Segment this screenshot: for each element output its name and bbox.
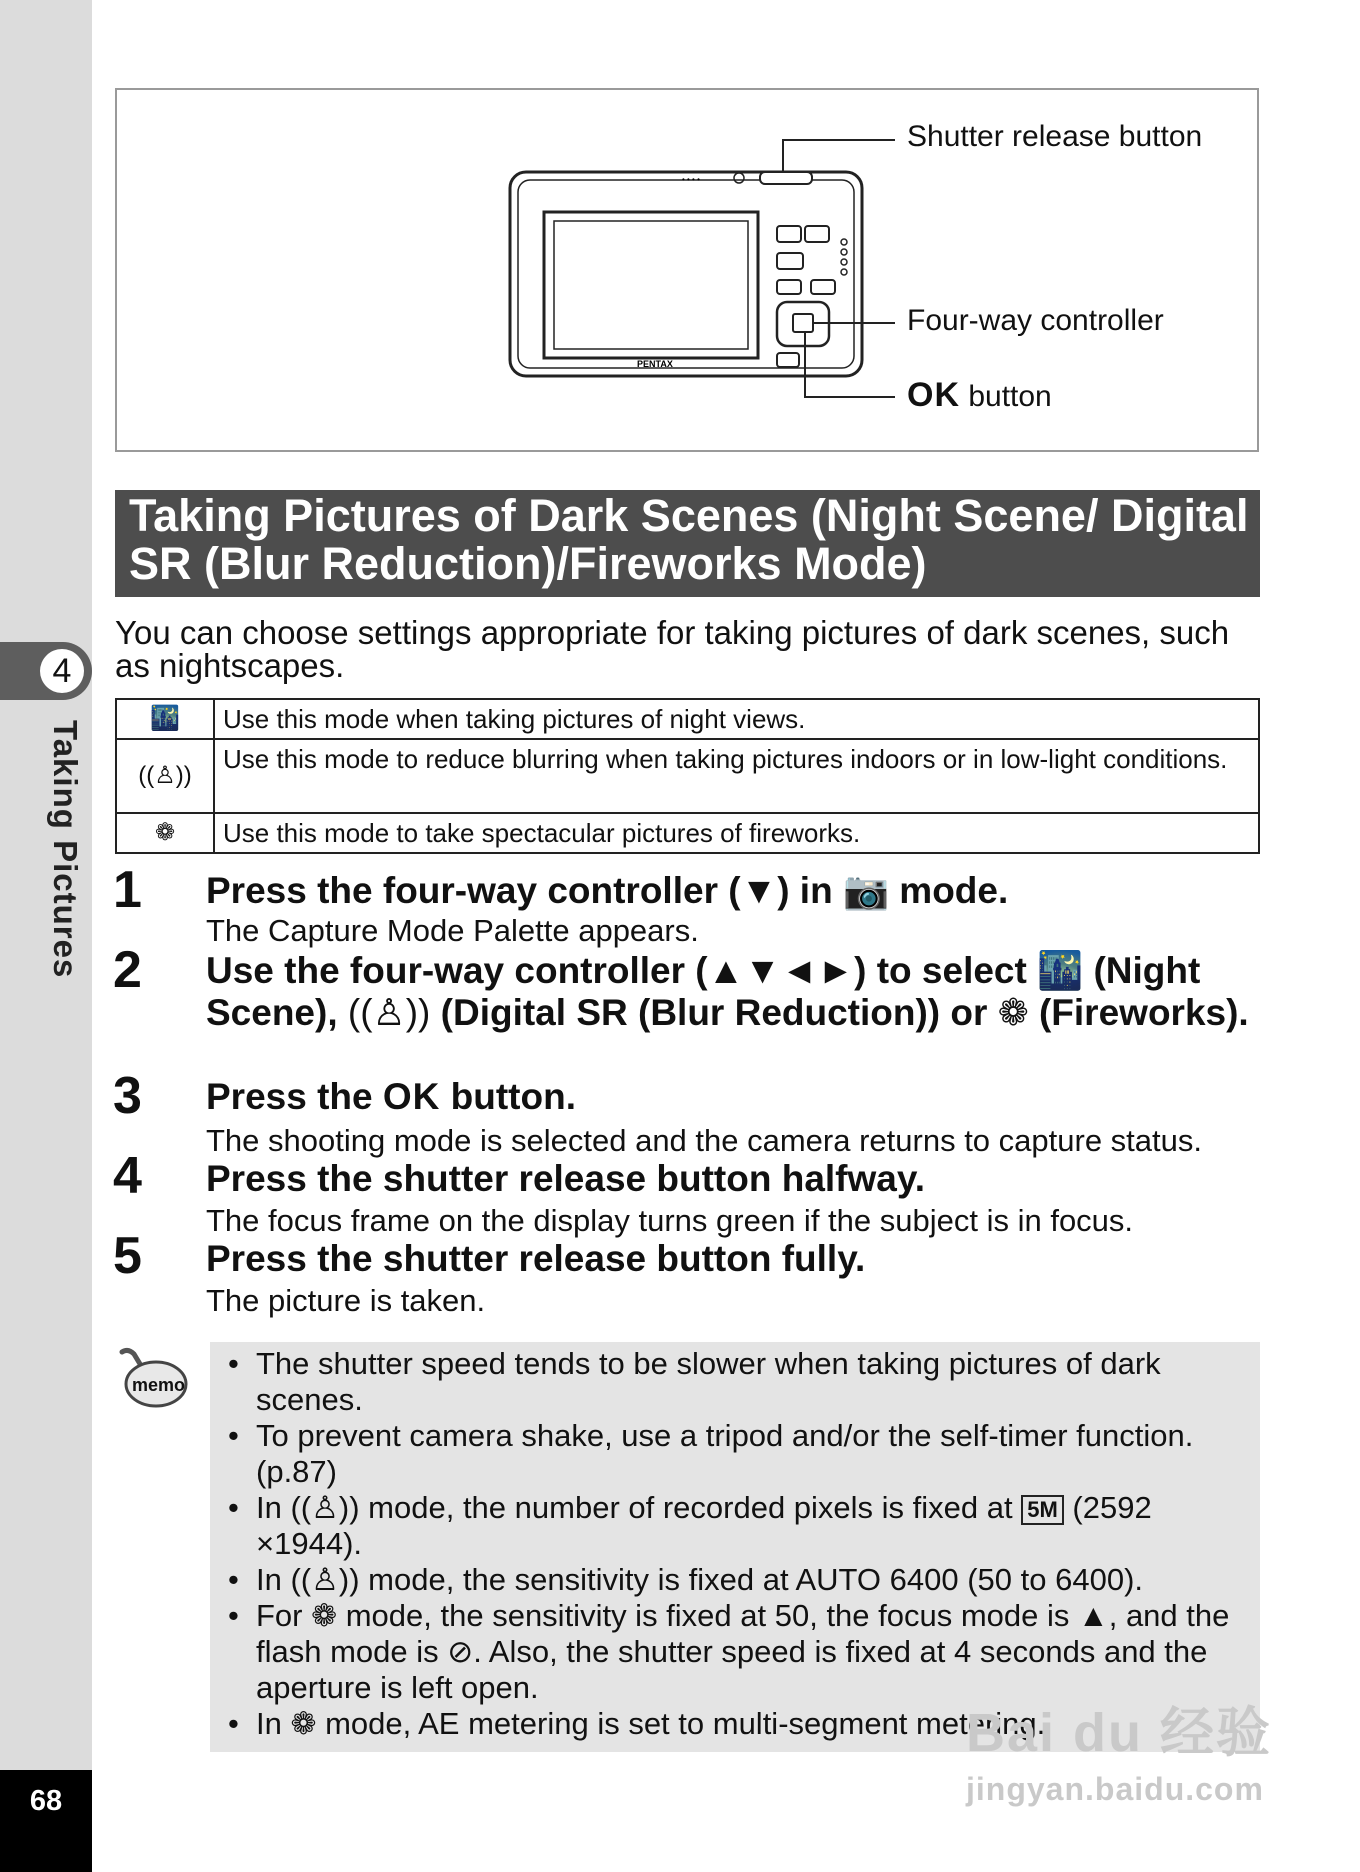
digital-sr-icon: ((♙)) <box>290 1562 360 1597</box>
flash-off-icon: ⊘ <box>447 1634 474 1669</box>
step-text: Press the <box>206 1076 383 1117</box>
memo-text: mode, the number of recorded pixels is fixed at <box>359 1490 1022 1525</box>
watermark-main: Bai du 经验 <box>966 1703 1273 1763</box>
camera-icon: 📷 <box>842 870 890 911</box>
chapter-label: Taking Pictures <box>47 720 84 979</box>
fireworks-icon: ❁ <box>290 1706 317 1741</box>
watermark-sub: jingyan.baidu.com <box>966 1771 1264 1807</box>
step-number: 5 <box>113 1227 142 1285</box>
ok-button-callout <box>907 376 1052 415</box>
intro-paragraph: You can choose settings appropriate for taking pictures of dark scenes, such as nightscapes. <box>115 614 1230 684</box>
section-title: Taking Pictures of Dark Scenes (Night Scene/ Digital SR (Blur Reduction)/Fireworks Mode) <box>129 490 1249 589</box>
memo-text: For <box>256 1598 312 1633</box>
svg-text:• • • •: • • • • <box>682 175 700 184</box>
digital-sr-icon: ((♙)) <box>347 992 431 1033</box>
watermark <box>966 1690 1272 1808</box>
memo-text: mode, the sensitivity is fixed at AUTO 6400 (50 to 6400). <box>359 1562 1144 1597</box>
mode-table <box>115 698 1260 854</box>
mode-description: Use this mode when taking pictures of night views. <box>214 699 1259 739</box>
list-item: • The shutter speed tends to be slower when taking pictures of dark scenes. <box>226 1346 1246 1418</box>
memo-icon <box>112 1346 192 1416</box>
step-description: The picture is taken. <box>206 1283 486 1318</box>
memo-label: memo <box>132 1375 186 1395</box>
step-number: 2 <box>113 941 142 999</box>
step-description: The focus frame on the display turns green if the subject is in focus. <box>206 1203 1134 1238</box>
step-description: The shooting mode is selected and the camera returns to capture status. <box>206 1123 1202 1158</box>
memo-list <box>226 1346 1246 1742</box>
digital-sr-icon: ((♙)) <box>290 1490 360 1525</box>
memo-text: In <box>256 1490 291 1525</box>
list-item <box>226 1562 1246 1598</box>
chapter-number: 4 <box>40 649 84 693</box>
ok-callout-suffix: button <box>960 380 1052 413</box>
fireworks-icon: ❁ <box>311 1598 338 1633</box>
step-text: button. <box>440 1076 576 1117</box>
step-text: mode. <box>889 870 1009 911</box>
memo-text: (2592 ×1944). <box>256 1490 1152 1561</box>
ok-glyph: OK <box>382 1076 441 1117</box>
memo-text: In <box>256 1562 291 1597</box>
memo-text: mode, the sensitivity is fixed at 50, the focus mode is <box>337 1598 1079 1633</box>
four-way-controller-callout: Four-way controller <box>907 304 1164 337</box>
step-text: (Night Scene), <box>206 950 1201 1033</box>
step-title <box>206 1076 1266 1118</box>
fireworks-icon: ❁ <box>116 813 214 853</box>
step-text: (Digital SR (Blur Reduction)) or <box>430 992 998 1033</box>
page-number: 68 <box>29 1785 63 1817</box>
list-item: • To prevent camera shake, use a tripod and/or the self-timer function. (p.87) <box>226 1418 1246 1490</box>
table-row <box>116 699 1259 739</box>
memo-text: mode, AE metering is set to multi-segment metering. <box>316 1706 1046 1741</box>
fireworks-icon: ❁ <box>997 992 1029 1033</box>
step-text: Press the four-way controller (▼) in <box>206 870 843 911</box>
step-number: 3 <box>113 1067 142 1125</box>
table-row <box>116 813 1259 853</box>
mode-description: Use this mode to reduce blurring when taking pictures indoors or in low-light conditions. <box>214 739 1259 813</box>
step-title <box>206 950 1266 1034</box>
step-text: Use the four-way controller (▲▼◄►) to select <box>206 950 1038 991</box>
ok-glyph: OK <box>907 376 960 414</box>
section-title-bar <box>115 490 1260 597</box>
night-scene-icon: 🌃 <box>116 699 214 739</box>
mode-description: Use this mode to take spectacular pictures of fireworks. <box>214 813 1259 853</box>
list-item <box>226 1490 1246 1562</box>
memo-text: . Also, the shutter speed is fixed at 4 seconds and the aperture is left open. <box>256 1634 1208 1705</box>
step-title: Press the shutter release button fully. <box>206 1238 866 1279</box>
step-text: (Fireworks). <box>1028 992 1249 1033</box>
camera-brand: PENTAX <box>637 359 673 369</box>
digital-sr-icon: ((♙)) <box>116 739 214 813</box>
step-title <box>206 870 1266 912</box>
infinity-focus-icon: ▲ <box>1078 1598 1109 1633</box>
camera-figure <box>115 88 1259 452</box>
step-number: 4 <box>113 1147 142 1205</box>
step-description: The Capture Mode Palette appears. <box>206 913 699 948</box>
step-title: Press the shutter release button halfway. <box>206 1158 925 1199</box>
shutter-release-callout: Shutter release button <box>907 120 1203 153</box>
step-number: 1 <box>113 861 142 919</box>
memo-text: , and the flash mode is <box>256 1598 1230 1669</box>
night-scene-icon: 🌃 <box>1037 950 1084 991</box>
resolution-badge: 5M <box>1021 1495 1064 1525</box>
table-row <box>116 739 1259 813</box>
memo-text: In <box>256 1706 291 1741</box>
